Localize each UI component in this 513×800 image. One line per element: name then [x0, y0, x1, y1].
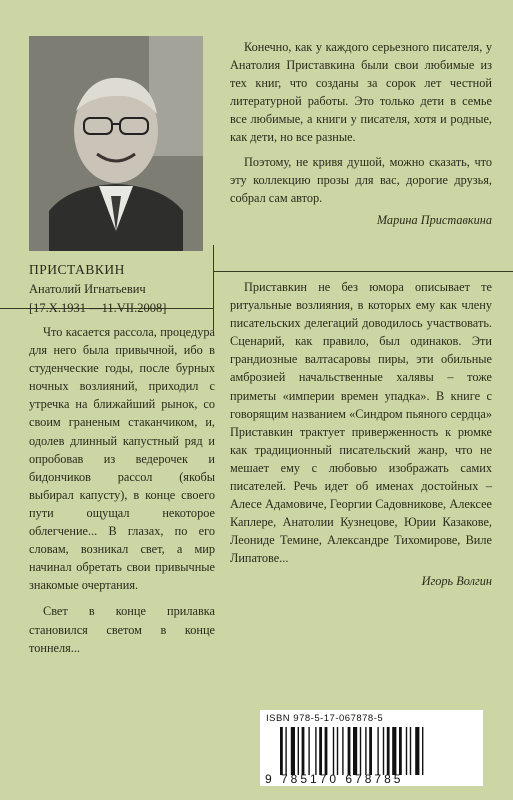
author-surname: ПРИСТАВКИН	[29, 262, 125, 277]
isbn-label: ISBN 978-5-17-067878-5	[266, 713, 384, 724]
author-info	[29, 262, 219, 316]
right-top-paragraph: Конечно, как у каждого серьезного писателя, у Анатолия Приставкина были свои любимые из тех книг, что созданы за сорок лет честной литературной работы. Это только дети в семье все любимые, а книги у писателя, хотя и родные, как дети, но все разные.	[230, 40, 492, 145]
left-paragraph: Что касается рассола, процедура для него была привычной, ибо в студенческие годы, после бурных ночных возлияний, приходил с утречка на ближайший рынок, со своим граненым стаканчиком, и, одолев длинный капустный ряд и опробовав из ведерочек и бидончиков рассол (якобы выбирал капусту), в конце своего пути ощущал некоторое облегчение... В глазах, по его словам, возникал свет, а мир начинал обретать свои привычные знакомые очертания.	[29, 325, 215, 593]
right-top-text	[230, 38, 492, 228]
left-paragraph: Свет в конце прилавка становился светом в конце тоннеля...	[29, 604, 215, 655]
right-top-paragraph: Поэтому, не кривя душой, можно сказать, что эту коллекцию прозы для вас, дорогие друзья, собрал сам автор.	[230, 154, 492, 205]
right-horizontal-divider	[213, 271, 513, 272]
barcode-digits: 9 785170 678785	[265, 772, 404, 786]
barcode-bars-icon	[280, 727, 476, 775]
author-photo	[29, 36, 203, 251]
right-bottom-paragraph: Приставкин не без юмора описывает те ритуальные возлияния, в которых ему как члену писательских делегаций доводилось участвовать. Сценарий, как правило, был одинаков. Эти грандиозные валтасаровы пиры, эти обильные амброзией начальственные халявы – тоже приметы «империи времен упадка». В книге с говорящим названием «Синдром пьяного сердца» Приставкин трактует приверженность к рюмке как традиционный писательский жанр, что не мешает ему с любовью изображать самих писателей. Речь идет об именах достойных – Алесе Адамовиче, Георгии Садовникове, Алексее Каплере, Анатолии Кузнецове, Юрии Казакове, Леониде Темине, Александре Тихомирове, Виле Липатове...	[230, 280, 492, 566]
signature-bottom: Игорь Волгин	[421, 573, 492, 588]
author-dates: [17.X.1931 —11.VII.2008]	[29, 301, 167, 315]
signature-top: Марина Приставкина	[376, 212, 492, 227]
author-portrait-image	[29, 36, 203, 251]
author-full-name: Анатолий Игнатьевич	[29, 282, 146, 296]
right-bottom-text	[230, 278, 492, 589]
left-column-text	[29, 323, 215, 665]
isbn-barcode	[260, 710, 483, 786]
